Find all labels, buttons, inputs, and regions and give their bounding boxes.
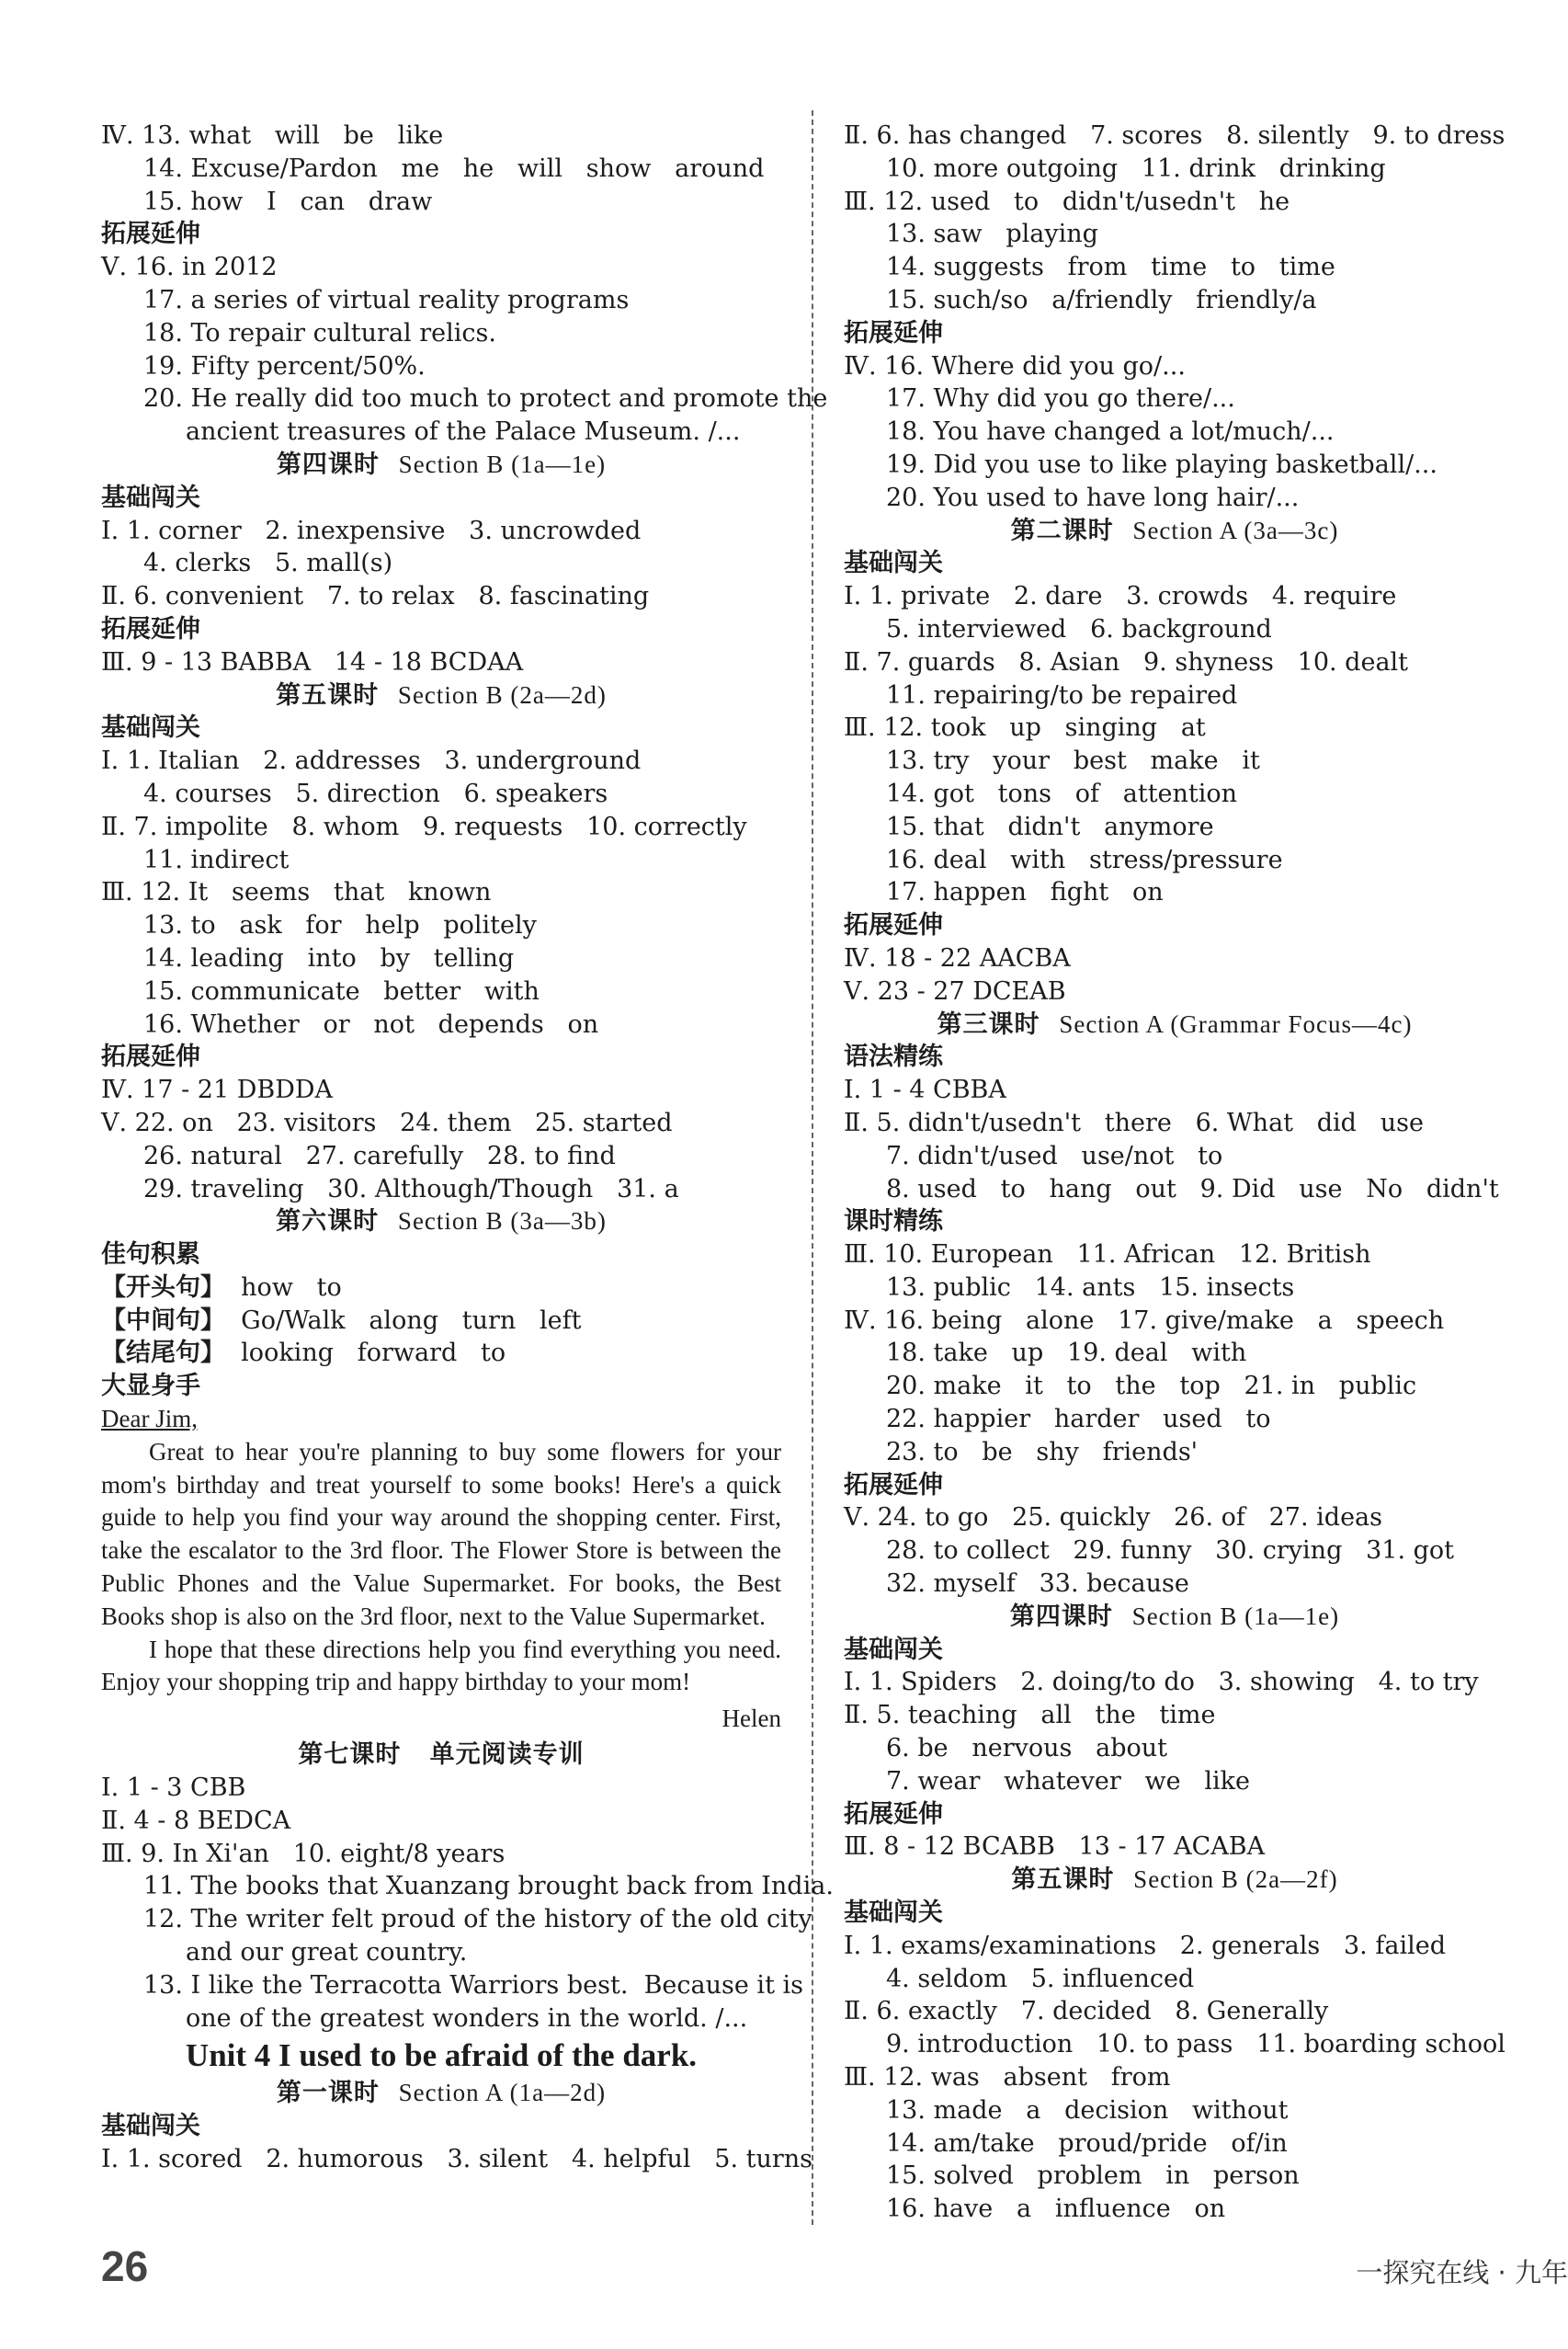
answer-line: 15. solved problem in person [886, 2161, 1300, 2191]
answer-line: 17. a series of virtual reality programs [143, 285, 630, 314]
lesson-number: 第五课时 [1011, 1865, 1115, 1895]
answer-line: 9. introduction 10. to pass 11. boarding school [886, 2030, 1506, 2059]
lesson-section: Section B (1a—1e) [398, 450, 607, 478]
answer-line: Ⅲ. 8 - 12 BCABB 13 - 17 ACABA [844, 1832, 1266, 1862]
lesson-number: 第二课时 [1010, 516, 1114, 545]
answer-line: Ⅲ. 9 - 13 BABBA 14 - 18 BCDAA [101, 647, 524, 677]
answer-line: 15. such/so a/friendly friendly/a [886, 285, 1317, 314]
answer-line: 18. take up 19. deal with [886, 1339, 1247, 1368]
lesson-section: Section A (3a—3c) [1132, 516, 1339, 544]
lesson-section: Section A (1a—2d) [398, 2079, 607, 2107]
section-heading: 语法精练 [844, 1043, 943, 1072]
lesson-number: 第六课时 [276, 1207, 380, 1237]
unit-title: Unit 4 I used to be afraid of the dark. [185, 2037, 698, 2074]
section-heading: 拓展延伸 [844, 318, 943, 348]
answer-line: 14. leading into by telling [143, 943, 515, 973]
answer-line: 7. didn't/used use/not to [886, 1141, 1223, 1170]
answer-line: 14. am/take proud/pride of/in [886, 2128, 1288, 2158]
lesson-title [844, 515, 1506, 548]
sentence-answer: looking forward to [241, 1339, 506, 1368]
answer-line: Ⅳ. 16. being alone 17. give/make a speech [844, 1306, 1445, 1335]
lesson-section: Section B (2a—2f) [1133, 1865, 1338, 1894]
answer-line: Ⅴ. 16. in 2012 [101, 253, 278, 282]
lesson-section: Section B (3a—3b) [397, 1207, 607, 1236]
sentence-tag: 【结尾句】 [101, 1339, 225, 1368]
section-heading: 拓展延伸 [844, 1799, 943, 1829]
sentence-tag: 【中间句】 [101, 1306, 225, 1335]
answer-line: 26. natural 27. carefully 28. to find [143, 1141, 616, 1170]
answer-line: Ⅰ. 1. scored 2. humorous 3. silent 4. helpful 5. turns [101, 2145, 813, 2174]
answer-line: 20. make it to the top 21. in public [886, 1372, 1417, 1401]
answer-line: 13. saw playing [886, 220, 1098, 249]
answer-line: 5. interviewed 6. background [886, 614, 1272, 644]
lesson-title [101, 449, 781, 482]
answer-line: Ⅱ. 6. has changed 7. scores 8. silently 9. to dress [844, 121, 1506, 150]
section-heading: 拓展延伸 [101, 614, 200, 644]
answer-line: Ⅳ. 18 - 22 AACBA [844, 943, 1071, 973]
answer-line: Ⅰ. 1. private 2. dare 3. crowds 4. require [844, 582, 1397, 611]
answer-line: Ⅲ. 9. In Xi'an 10. eight/8 years [101, 1839, 506, 1868]
lesson-number: 第四课时 [1009, 1602, 1113, 1631]
answer-line: 23. to be shy friends' [886, 1437, 1199, 1466]
lesson-number: 第一课时 [276, 2079, 380, 2108]
answer-line: 16. have a influence on [886, 2195, 1226, 2224]
answer-line: 14. suggests from time to time [886, 253, 1335, 282]
answer-line: Ⅰ. 1 - 3 CBB [101, 1773, 246, 1803]
answer-line: and our great country. [186, 1938, 468, 1967]
answer-line: Ⅳ. 13. what will be like [101, 121, 444, 150]
sentence-tag: 【开头句】 [101, 1272, 225, 1302]
lesson-number: 第五课时 [276, 680, 380, 710]
lesson-title [101, 2077, 781, 2110]
answer-line: 16. Whether or not depends on [143, 1009, 599, 1039]
answer-line: Ⅱ. 7. guards 8. Asian 9. shyness 10. dealt [844, 647, 1409, 677]
answer-line: 13. try your best make it [886, 747, 1260, 776]
section-heading: 拓展延伸 [101, 1043, 200, 1072]
left-column [101, 120, 834, 2176]
answer-line: Ⅲ. 12. It seems that known [101, 878, 492, 907]
section-heading: 大显身手 [101, 1372, 200, 1401]
answer-line: Ⅱ. 5. teaching all the time [844, 1701, 1216, 1730]
section-heading: 拓展延伸 [844, 911, 943, 941]
answer-line: ancient treasures of the Palace Museum. /... [186, 417, 741, 447]
answer-line: 4. courses 5. direction 6. speakers [143, 779, 608, 808]
answer-line: Ⅱ. 4 - 8 BEDCA [101, 1806, 291, 1835]
answer-line: Ⅲ. 10. European 11. African 12. British [844, 1240, 1371, 1270]
answer-line: 15. communicate better with [143, 976, 540, 1006]
answer-line: Ⅰ. 1. Italian 2. addresses 3. underground [101, 747, 642, 776]
answer-line: 22. happier harder used to [886, 1405, 1271, 1434]
section-heading: 基础闯关 [844, 1635, 943, 1664]
section-heading: 基础闯关 [844, 1899, 943, 1928]
lesson-section: Section B (1a—1e) [1131, 1602, 1340, 1630]
answer-line: Ⅱ. 5. didn't/usedn't there 6. What did use [844, 1108, 1424, 1137]
sentence-line [101, 1305, 781, 1338]
lesson-title [101, 1205, 781, 1238]
answer-line: 4. clerks 5. mall(s) [143, 549, 393, 578]
answer-line: Ⅰ. 1. corner 2. inexpensive 3. uncrowded [101, 516, 642, 545]
page-number: 26 [101, 2242, 149, 2290]
answer-line: 12. The writer felt proud of the history of the old city [143, 1905, 812, 1934]
answer-line: 13. public 14. ants 15. insects [886, 1272, 1295, 1302]
lesson-title [101, 679, 781, 713]
lesson-title [844, 1864, 1506, 1897]
letter-paragraph: I hope that these directions help you find everything you need. Enjoy your shopping trip and happy birthday to your mom! [101, 1635, 781, 1696]
answer-line: Ⅰ. 1. exams/examinations 2. generals 3. failed [844, 1931, 1446, 1960]
section-heading: 基础闯关 [101, 483, 200, 512]
answer-line: Ⅲ. 12. took up singing at [844, 713, 1206, 743]
answer-line: 19. Did you use to like playing basketball/... [886, 450, 1437, 479]
answer-line: Ⅱ. 7. impolite 8. whom 9. requests 10. correctly [101, 812, 747, 841]
answer-line: 14. Excuse/Pardon me he will show around [143, 154, 765, 183]
lesson-number: 第四课时 [276, 450, 380, 479]
sentence-line [101, 1337, 781, 1370]
answer-line: 4. seldom 5. influenced [886, 1964, 1195, 1993]
answer-line: 6. be nervous about [886, 1734, 1168, 1763]
answer-line: 20. You used to have long hair/... [886, 483, 1300, 512]
section-heading: 课时精练 [844, 1207, 943, 1237]
answer-line: Ⅳ. 16. Where did you go/... [844, 351, 1186, 381]
answer-line: one of the greatest wonders in the world. /... [186, 2003, 748, 2033]
answer-line: 13. made a decision without [886, 2095, 1289, 2125]
letter-salutation: Dear Jim, [101, 1405, 198, 1433]
answer-line: Ⅱ. 6. convenient 7. to relax 8. fascinating [101, 582, 650, 611]
footer-brand: 一探究在线 · 九年 [1356, 2257, 1568, 2288]
answer-line: 7. wear whatever we like [886, 1766, 1250, 1796]
sentence-answer: how to [241, 1272, 342, 1302]
lesson-section: Section B (2a—2d) [397, 680, 607, 709]
sentence-answer: Go/Walk along turn left [241, 1306, 582, 1335]
section-heading: 佳句积累 [101, 1240, 200, 1270]
answer-line: 18. You have changed a lot/much/... [886, 417, 1335, 447]
answer-line: 20. He really did too much to protect and promote the [143, 384, 828, 414]
answer-line: 32. myself 33. because [886, 1569, 1189, 1599]
answer-line: Ⅴ. 23 - 27 DCEAB [844, 976, 1066, 1006]
answer-line: 11. The books that Xuanzang brought back from India. [143, 1872, 834, 1901]
letter-signature: Helen [722, 1705, 781, 1733]
lesson-number: 第三课时 [937, 1009, 1040, 1039]
answer-line: 19. Fifty percent/50%. [143, 351, 426, 381]
answer-line: 29. traveling 30. Although/Though 31. a [143, 1174, 679, 1203]
answer-line: 11. repairing/to be repaired [886, 680, 1238, 710]
answer-line: Ⅲ. 12. used to didn't/usedn't he [844, 187, 1290, 216]
letter-paragraph: Great to hear you're planning to buy some flowers for your mom's birthday and treat yourself to some books! Here's a quick guide to help you find your way around the shopping center. First, take the escalator to the 3rd floor. The Flower Store is between the Public Phones and the Value Supermarket. For books, the Best Books shop is also on the 3rd floor, next to the Value Supermarket. [101, 1437, 781, 1630]
answer-line: Ⅱ. 6. exactly 7. decided 8. Generally [844, 1997, 1329, 2026]
lesson-title [844, 1009, 1506, 1042]
section-heading: 拓展延伸 [101, 220, 200, 249]
answer-line: Ⅳ. 17 - 21 DBDDA [101, 1076, 334, 1105]
answer-line: 10. more outgoing 11. drink drinking [886, 154, 1386, 183]
letter-body [101, 1436, 781, 1699]
answer-line: 17. Why did you go there/... [886, 384, 1235, 414]
right-column [844, 120, 1506, 2226]
answer-line: 13. I like the Terracotta Warriors best. Because it is [143, 1970, 803, 2000]
answer-line: 11. indirect [143, 845, 290, 874]
section-heading: 基础闯关 [101, 2112, 200, 2141]
lesson-title: 第七课时 单元阅读专训 [298, 1740, 585, 1770]
answer-line: Ⅰ. 1. Spiders 2. doing/to do 3. showing 4. to try [844, 1668, 1479, 1697]
answer-line: 18. To repair cultural relics. [143, 318, 496, 348]
answer-line: Ⅲ. 12. was absent from [844, 2063, 1171, 2092]
answer-line: Ⅴ. 24. to go 25. quickly 26. of 27. ideas [844, 1503, 1382, 1533]
section-heading: 基础闯关 [844, 549, 943, 578]
answer-line: 8. used to hang out 9. Did use No didn't [886, 1174, 1499, 1203]
answer-line: 16. deal with stress/pressure [886, 845, 1283, 874]
sentence-line [101, 1271, 781, 1305]
section-heading: 拓展延伸 [844, 1470, 943, 1499]
section-heading: 基础闯关 [101, 713, 200, 743]
answer-line: 15. how I can draw [143, 187, 433, 216]
answer-line: Ⅰ. 1 - 4 CBBA [844, 1076, 1006, 1105]
answer-line: 13. to ask for help politely [143, 911, 537, 941]
answer-line: 14. got tons of attention [886, 779, 1238, 808]
lesson-title [844, 1601, 1506, 1634]
answer-line: 17. happen fight on [886, 878, 1164, 907]
answer-line: Ⅴ. 22. on 23. visitors 24. them 25. started [101, 1108, 673, 1137]
answer-line: 15. that didn't anymore [886, 812, 1214, 841]
answer-line: 28. to collect 29. funny 30. crying 31. got [886, 1536, 1455, 1566]
lesson-section: Section A (Grammar Focus—4c) [1059, 1009, 1413, 1038]
